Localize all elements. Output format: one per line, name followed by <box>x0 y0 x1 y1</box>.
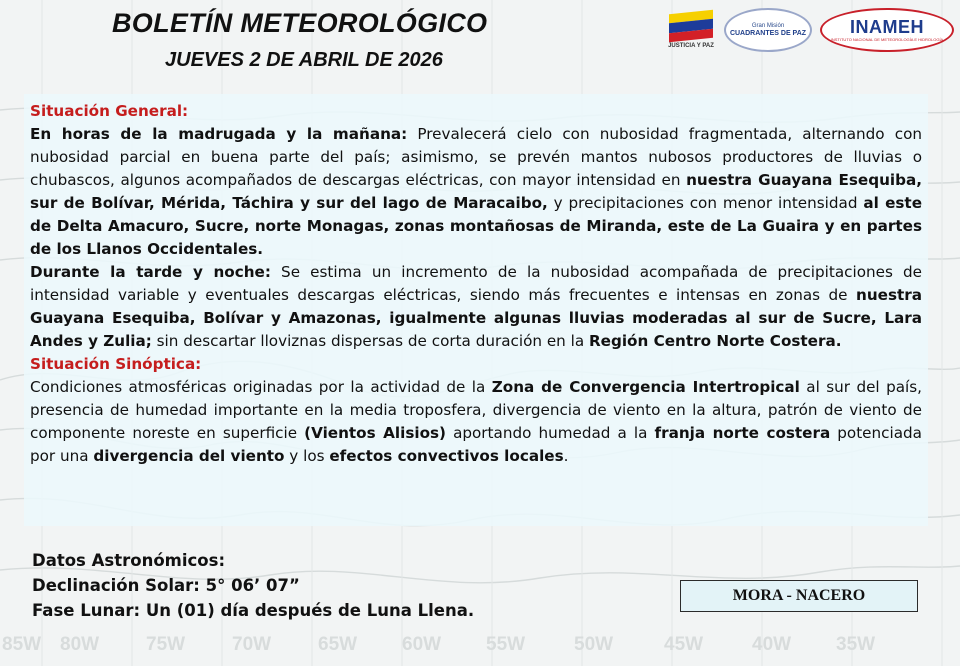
logos-bar <box>666 8 954 52</box>
longitude-label: 35W <box>836 634 876 655</box>
justicia-y-paz-caption: JUSTICIA Y PAZ <box>668 42 714 49</box>
longitude-label: 45W <box>664 634 704 655</box>
gran-mision-text: Gran Misión <box>751 22 785 29</box>
morning-forecast-paragraph <box>30 123 922 261</box>
inameh-logo <box>820 8 954 52</box>
moon-phase: Fase Lunar: Un (01) día después de Luna Llena. <box>32 601 475 620</box>
cuadrantes-de-paz-text: CUADRANTES DE PAZ <box>729 29 807 37</box>
afternoon-forecast-paragraph <box>30 261 922 353</box>
synoptic-paragraph <box>30 376 922 468</box>
synoptic-text-e: y los <box>284 447 330 465</box>
wind-divergence-term: divergencia del viento <box>93 447 285 465</box>
synoptic-text-b: al sur del país, presencia de humedad importante en la media troposfera, divergencia de viento en la altura, patrón de viento de componente noreste en superficie <box>30 378 922 442</box>
longitude-label: 55W <box>486 634 526 655</box>
itcz-term: Zona de Convergencia Intertropical <box>491 378 800 396</box>
longitude-label: 50W <box>574 634 614 655</box>
morning-bold-regions-1: nuestra Guayana Esequiba, sur de Bolívar, Mérida, Táchira y sur del lago de Maracaibo, <box>30 171 922 212</box>
trade-winds-term: (Vientos Alisios) <box>304 424 446 442</box>
synoptic-situation-heading: Situación Sinóptica: <box>30 355 202 373</box>
inameh-logo-subtitle: INSTITUTO NACIONAL DE METEOROLOGÍA E HIDROLOGÍA <box>830 37 944 42</box>
afternoon-text-a: Se estima un incremento de la nubosidad acompañada de precipitaciones de intensidad variable y eventuales descargas eléctricas, siendo más frecuentes e intensas en zonas de <box>30 263 922 304</box>
bulletin-title: BOLETÍN METEOROLÓGICO <box>112 8 488 38</box>
synoptic-text-d: potenciada por una <box>30 424 922 465</box>
longitude-label: 70W <box>232 634 272 655</box>
venezuela-flag-icon <box>669 9 713 42</box>
afternoon-bold-regions-1: nuestra Guayana Esequiba, Bolívar y Amazonas, igualmente algunas lluvias moderadas al sur de Sucre, Lara Andes y Zulia; <box>30 286 922 350</box>
longitude-label: 65W <box>318 634 358 655</box>
justicia-y-paz-logo <box>666 12 716 49</box>
inameh-logo-text: INAMEH <box>850 17 924 37</box>
longitude-label: 60W <box>402 634 442 655</box>
general-situation-heading: Situación General: <box>30 102 189 120</box>
astronomical-data <box>32 548 474 623</box>
afternoon-bold-regions-2: Región Centro Norte Costera. <box>588 332 842 350</box>
afternoon-text-b: sin descartar lloviznas dispersas de corta duración en la <box>151 332 589 350</box>
synoptic-text-c: aportando humedad a la <box>446 424 655 442</box>
synoptic-text-f: . <box>563 447 569 465</box>
synoptic-text-a: Condiciones atmosféricas originadas por la actividad de la <box>30 378 492 396</box>
forecaster-signature: MORA - NACERO <box>680 580 918 612</box>
astronomical-heading: Datos Astronómicos: <box>32 551 226 570</box>
coastal-strip-term: franja norte costera <box>654 424 831 442</box>
solar-declination: Declinación Solar: 5° 06’ 07” <box>32 576 300 595</box>
longitude-label: 85W <box>2 634 42 655</box>
longitude-label: 75W <box>146 634 186 655</box>
morning-lead: En horas de la madrugada y la mañana: <box>30 125 408 143</box>
morning-text-b: y precipitaciones con menor intensidad <box>547 194 864 212</box>
longitude-label: 40W <box>752 634 792 655</box>
forecast-content <box>30 100 922 468</box>
gran-mision-logo <box>724 8 812 52</box>
afternoon-lead: Durante la tarde y noche: <box>30 263 271 281</box>
morning-bold-regions-2: al este de Delta Amacuro, Sucre, norte Monagas, zonas montañosas de Miranda, este de La Guaira y en partes de los Llanos Occidentales. <box>30 194 922 258</box>
bulletin-date: JUEVES 2 DE ABRIL DE 2026 <box>165 49 443 71</box>
longitude-label: 80W <box>60 634 100 655</box>
morning-text-a: Prevalecerá cielo con nubosidad fragmentada, alternando con nubosidad parcial en buena parte del país; asimismo, se prevén mantos nubosos productores de lluvias o chubascos, algunos acompañados de descargas eléctricas, con mayor intensidad en <box>30 125 922 189</box>
convective-effects-term: efectos convectivos locales <box>329 447 564 465</box>
